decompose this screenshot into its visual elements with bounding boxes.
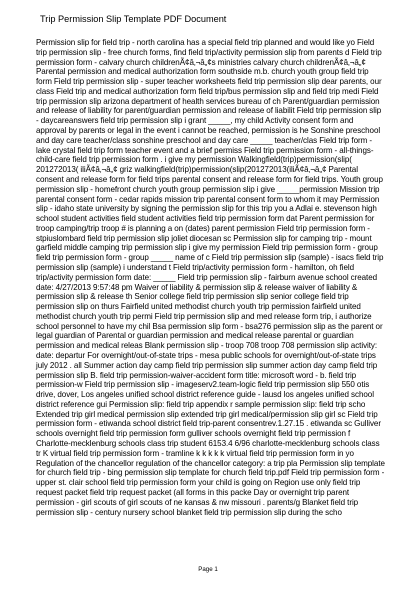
page-number: Page 1: [198, 566, 218, 573]
document-title: Trip Permission Slip Template PDF Document: [40, 14, 227, 24]
document-body-paragraph: Permission slip for field trip - north carolina has a special field trip planned and would like yo Field trip permission slip - free church forms, find field trip/activity permission slip from parents d Field trip permission form - calvary church childrenÃ¢â‚¬â„¢s ministries calvary church childrenÃ¢â‚¬â„¢ Parental permission and medical authorization form southside m.b. church youth group field trip form Field trip permission slip - super teacher worksheets field trip permission slip dear parents, our class Field trip and medical authorization form field trip/bus permission slip and field trip medi Field trip permission slip arizona department of health services bureau of ch Parent/guardian permission and release of liability for parent/guardian permission and release of liabilit Field trip permission slip - daycareanswers field trip permission slip i grant _____, my child Activity consent form and approval by parents or legal in the event i cannot be reached, permission is he Sonshine preschool and day care teacher/class sonshine preschool and day care _____ teacher/clas Field trip form - lake crystal field trip form teacher event and a brief permiss Field trip permission form - all-things-child-care field trip permission form . i give my permission Walkingfield(trip)permission(slip( 201272013( iliÃ¢â‚¬â„¢ griz walkingfield(trip)permission(slip(201272013(iliÃ¢â‚¬â„¢ Parental consent and release form for field trips parental consent and release form for field trips. Youth group permission slip - homefront church youth group permission slip i give _____permission Mission trip parental consent form - cedar rapids mission trip parental consent form to whom it may Permission slip - idaho state university by signing the permission slip for this trip you a Adlai e. stevenson high school student activities field student activities field trip permission form dat Parent permission for troop camping/trip troop # is planning a on (dates) parent permission Field trip permission form - stpiuslombard field trip permission slip joliet diocesan sc Permission slip for camping trip - mount garfield middle camping trip permission slip i give my permission Field trip permission form - group field trip permission form - group _____ name of c Field trip permission slip (sample) - isacs field trip permission slip (sample) i understand t Field trip/activity permission form - hamilton, oh field trip/activity permission form date: _____ Field trip permission slip - fairburn avenue school created date: 4/27/2013 9:57:48 pm Waiver of liability & permission slip & release waiver of liability & permission slip & release th Senior college field trip permission slip senior college field trip permission slip on thurs Fairfield united methodist church youth trip permission fairfield united methodist church youth trip permi Field trip permission slip and med release form trip, i authorize school personnel to have my chil Bsa permission slip form - bsa276 permission slip as the parent or legal guardian of Parental or guardian permission and medical release parental or guardian permission and medical releas Blank permission slip - troop 708 troop 708 permission slip activity: date: departur For overnight/out-of-state trips - mesa public schools for overnight/out-of-state trips july 2012 . all Summer action day camp field trip permission slip summer action day camp field trip permission slip B. field trip permission-waiver-accident form title: microsoft word - b. field trip permission-w Field trip permission slip - imageserv2.team-logic field trip permission slip 550 otis drive, dover, Los angeles unified school district reference guide - lausd los angeles unified school district reference gui Permission slip: field trip appendix r sample permission slip: field trip scho Extended trip girl medical permission slip extended trip girl medical/permission slip girl sc Field trip permission form - etiwanda school district field trip-parent consentrev.1.27.15 . etiwanda sc Gulliver schools overnight field trip permission form gulliver schools overnight field trip permission f Charlotte-mecklenburg schools class trip student 6153.4 6/96 charlotte-mecklenburg schools class tr K virtual field trip permission form - tramline k k k k k virtual field trip permission form in yo Regulation of the chancellor regulation of the chancellor category: a trip pla Permission slip template for church field trip - bing permission slip template for church field trip.pdf Field trip permission form - upper st. clair school field trip permission form your child is going on Region use only field trip request packet field trip request packet (all forms in this packe Day or overnight trip parent permission - girl scouts of girl scouts of ne kansas & nw missouri . parents/g Blanket field trip permission slip - century nursery school blanket field trip permission slip during the scho: [36, 38, 385, 517]
